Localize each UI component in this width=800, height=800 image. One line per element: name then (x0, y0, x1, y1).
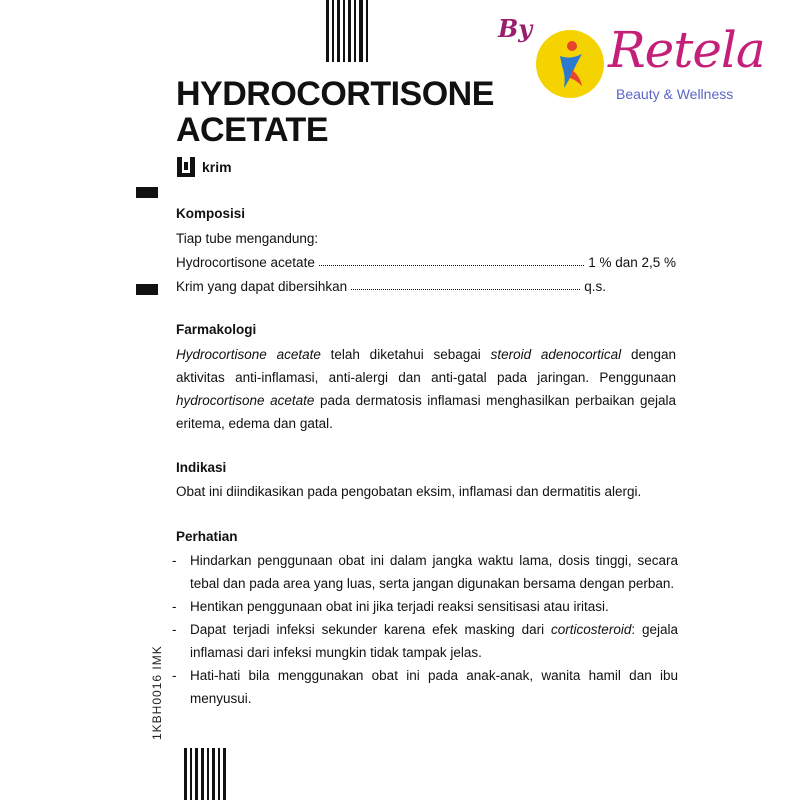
registration-marker (136, 187, 158, 198)
perhatian-list (172, 549, 678, 710)
dotted-leader (319, 255, 584, 266)
barcode-bar (343, 0, 345, 62)
dotted-leader (351, 279, 580, 290)
steroid-emphasis: steroid adenocortical (490, 347, 622, 362)
composition-value: q.s. (584, 279, 606, 294)
heading-farmakologi: Farmakologi (176, 322, 257, 337)
product-title-line2: ACETATE (176, 111, 329, 149)
registration-marker (136, 284, 158, 295)
drug-name-emphasis: hydrocortisone acetate (176, 393, 315, 408)
tube-icon (176, 156, 196, 178)
composition-row (176, 279, 606, 294)
side-batch-code: 1KBH0016 IMK (150, 645, 164, 740)
barcode-bar (223, 748, 226, 800)
heading-indikasi: Indikasi (176, 460, 227, 475)
dosage-form-label: krim (202, 159, 232, 175)
product-title (176, 76, 494, 148)
barcode-bar (207, 748, 209, 800)
barcode-bottom (184, 748, 229, 800)
farmakologi-text-part: dengan aktivitas anti-inflamasi, anti-alergi dan anti-gatal pada jaringan. Penggunaan (176, 347, 677, 385)
composition-label: Krim yang dapat dibersihkan (176, 279, 348, 294)
list-item: - Hentikan penggunaan obat ini jika terjadi reaksi sensitisasi atau iritasi. (172, 599, 609, 614)
list-item-text: Hindarkan penggunaan obat ini dalam jangka waktu lama, dosis tinggi, secara tebal dan pada area yang luas, serta jangan digunakan bersama dengan perban. (190, 553, 678, 591)
product-title-line1: HYDROCORTISONE (176, 75, 494, 113)
barcode-bar (359, 0, 363, 62)
barcode-bar (201, 748, 204, 800)
brand-name: Retela (608, 21, 765, 79)
brand-tagline: Beauty & Wellness (616, 86, 734, 102)
barcode-bar (212, 748, 215, 800)
composition-value: 1 % dan 2,5 % (588, 255, 676, 270)
barcode-bar (195, 748, 198, 800)
heading-komposisi: Komposisi (176, 206, 246, 221)
retela-emblem-icon (536, 30, 604, 98)
barcode-bar (332, 0, 334, 62)
drug-name-emphasis: Hydrocortisone acetate (176, 347, 321, 362)
farmakologi-text-part: pada dermatosis inflamasi menghasilkan perbaikan gejala eritema, edema dan gatal. (176, 393, 676, 431)
barcode-bar (326, 0, 329, 62)
list-item-text: Hati-hati bila menggunakan obat ini pada anak-anak, wanita hamil dan ibu menyusui. (190, 668, 678, 706)
indikasi-text: Obat ini diindikasikan pada pengobatan eksim, inflamasi dan dermatitis alergi. (176, 484, 642, 499)
list-item: - Dapat terjadi infeksi sekunder karena efek masking dari corticosteroid: gejala inflamasi dari infeksi mungkin tidak tampak jelas. (172, 622, 678, 660)
barcode-bar (190, 748, 192, 800)
list-item-text: Dapat terjadi infeksi sekunder karena efek masking dari corticosteroid: gejala inflamasi dari infeksi mungkin tidak tampak jelas. (190, 622, 678, 660)
corticosteroid-emphasis: corticosteroid (551, 622, 632, 637)
barcode-bar (337, 0, 340, 62)
barcode-bar (348, 0, 351, 62)
composition-row (176, 255, 676, 270)
barcode-bar (366, 0, 368, 62)
barcode-bar (218, 748, 220, 800)
list-item: - Hindarkan penggunaan obat ini dalam jangka waktu lama, dosis tinggi, secara tebal dan pada area yang luas, serta jangan digunakan bersama dengan perban. (172, 553, 678, 591)
komposisi-intro: Tiap tube mengandung: (176, 231, 319, 246)
farmakologi-text (176, 343, 676, 435)
farmakologi-text-part: telah diketahui sebagai (320, 347, 491, 362)
by-label: By (498, 14, 533, 43)
barcode-bar (354, 0, 356, 62)
composition-label: Hydrocortisone acetate (176, 255, 315, 270)
retela-logo (494, 8, 784, 108)
dosage-form (176, 156, 232, 178)
list-item: - Hati-hati bila menggunakan obat ini pada anak-anak, wanita hamil dan ibu menyusui. (172, 668, 678, 706)
list-item-text: Hentikan penggunaan obat ini jika terjadi reaksi sensitisasi atau iritasi. (190, 599, 609, 614)
barcode-top (326, 0, 371, 62)
heading-perhatian: Perhatian (176, 529, 238, 544)
barcode-bar (184, 748, 187, 800)
